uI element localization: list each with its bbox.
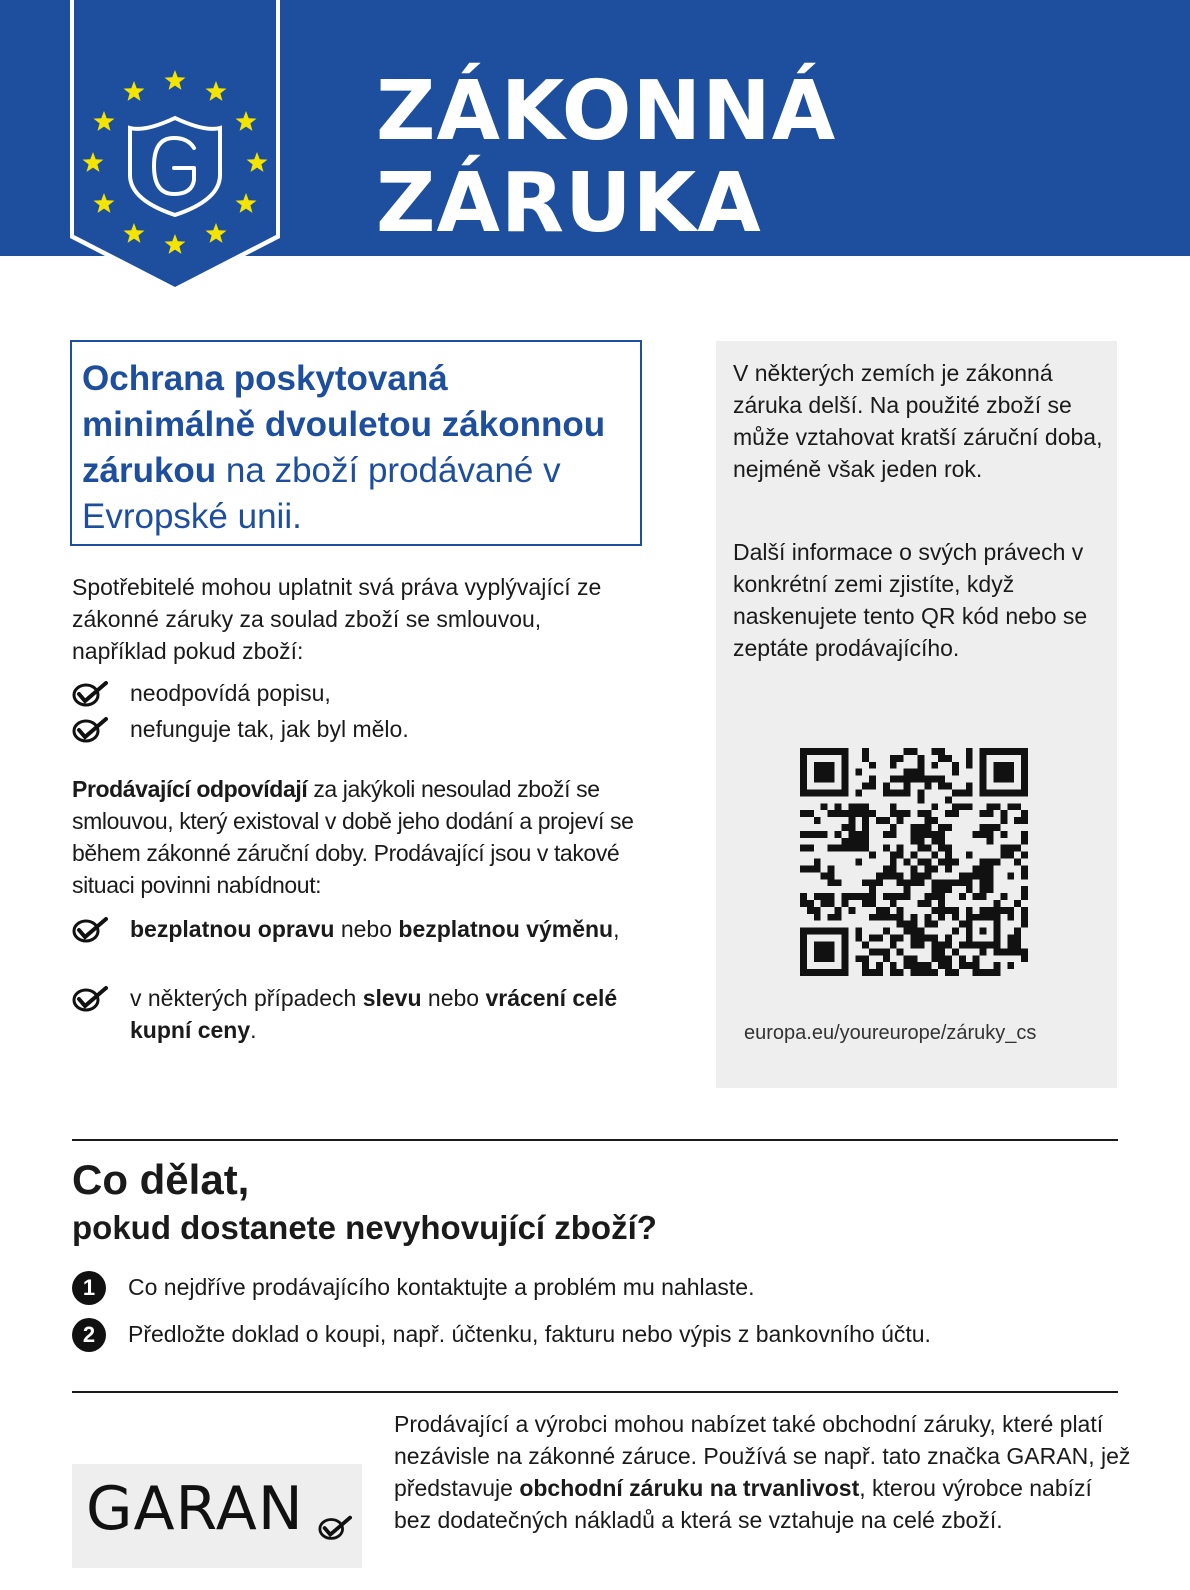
step-2	[72, 1318, 931, 1350]
commercial-guarantee-text	[394, 1408, 1134, 1536]
section-subtitle: pokud dostanete nevyhovující zboží?	[72, 1209, 657, 1246]
sidebar-text-1: V některých zemích je zákonná záruka delší. Na použité zboží se může vztahovat kratší záruční doba, nejméně však jeden rok.	[733, 360, 1103, 482]
seller-rest: za jakýkoli nesoulad zboží se smlouvou, který existoval v době jeho dodání a projeví se během zákonné záruční doby. Prodávající jsou v takové situaci povinni nabídnout:	[72, 776, 634, 898]
check-item-1-text: neodpovídá popisu,	[130, 680, 331, 706]
intro-rest: na zboží prodávané v Evropské unii.	[82, 451, 561, 536]
remedy-item-1-text	[130, 913, 642, 945]
section-title: Co dělat,	[72, 1156, 250, 1203]
commercial-end: , kterou výrobce nabízí bez dodatečných nákladů a která se vztahuje na celé zboží.	[394, 1475, 1092, 1533]
sidebar-text-2: Další informace o svých právech v konkrétní zemi zjistíte, když naskenujete tento QR kód nebo se zeptáte prodávajícího.	[733, 539, 1088, 661]
qr-code-icon[interactable]	[800, 748, 1028, 976]
remedy-item-2	[72, 982, 642, 1046]
garan-logo	[72, 1464, 362, 1568]
step-1-text: Co nejdříve prodávajícího kontaktujte a problém mu nahlaste.	[128, 1274, 755, 1300]
check-item-1	[72, 677, 642, 709]
remedy-discount: slevu	[362, 985, 422, 1011]
check-icon	[72, 985, 108, 1013]
remedy2-or: nebo	[421, 985, 486, 1011]
title-line-1: ZÁKONNÁ	[376, 64, 837, 159]
seller-text	[72, 773, 652, 901]
remedy-refund: vrácení celé kupní ceny	[130, 985, 618, 1043]
step-2-text: Předložte doklad o koupi, např. účtenku, fakturu nebo výpis z bankovního účtu.	[128, 1321, 931, 1347]
step-number-2: 2	[72, 1318, 106, 1352]
remedy-repair: bezplatnou opravu	[130, 916, 335, 942]
intro-box	[70, 340, 642, 546]
check-icon	[72, 680, 108, 708]
remedy-or: nebo	[334, 916, 399, 942]
garan-label: GARAN	[86, 1474, 304, 1544]
step-1	[72, 1271, 754, 1303]
consumers-text: Spotřebitelé mohou uplatnit svá práva vyplývající ze zákonné záruky za soulad zboží se smlouvou, například pokud zboží:	[72, 574, 602, 664]
page-title	[376, 66, 836, 250]
check-item-2-text: nefunguje tak, jak byl mělo.	[130, 716, 409, 742]
check-icon	[72, 716, 108, 744]
check-icon	[318, 1514, 352, 1542]
intro-bold: Ochrana poskytovaná minimálně dvouletou zákonnou zárukou	[82, 359, 606, 490]
info-url[interactable]: europa.eu/youreurope/záruky_cs	[744, 1022, 1037, 1044]
commercial-bold: obchodní záruku na trvanlivost	[519, 1475, 860, 1501]
step-number-1: 1	[72, 1271, 106, 1305]
seller-bold: Prodávající odpovídají	[72, 776, 308, 802]
remedy-replace: bezplatnou výměnu	[398, 916, 614, 942]
remedy-item-2-text	[130, 982, 642, 1046]
divider	[72, 1391, 1118, 1393]
remedy2-start: v některých případech	[130, 985, 363, 1011]
remedy-comma: ,	[613, 916, 620, 942]
check-icon	[72, 916, 108, 944]
check-item-2	[72, 713, 642, 745]
title-line-2: ZÁRUKA	[376, 156, 762, 251]
commercial-start: Prodávající a výrobci mohou nabízet také obchodní záruky, které platí nezávisle na zákonné záruce. Používá se např. tato značka GARAN, jež představuje	[394, 1411, 1131, 1501]
remedy-item-1	[72, 913, 642, 945]
eu-stars-shield-g-icon	[70, 0, 280, 292]
divider	[72, 1139, 1118, 1141]
remedy2-end: .	[250, 1017, 257, 1043]
